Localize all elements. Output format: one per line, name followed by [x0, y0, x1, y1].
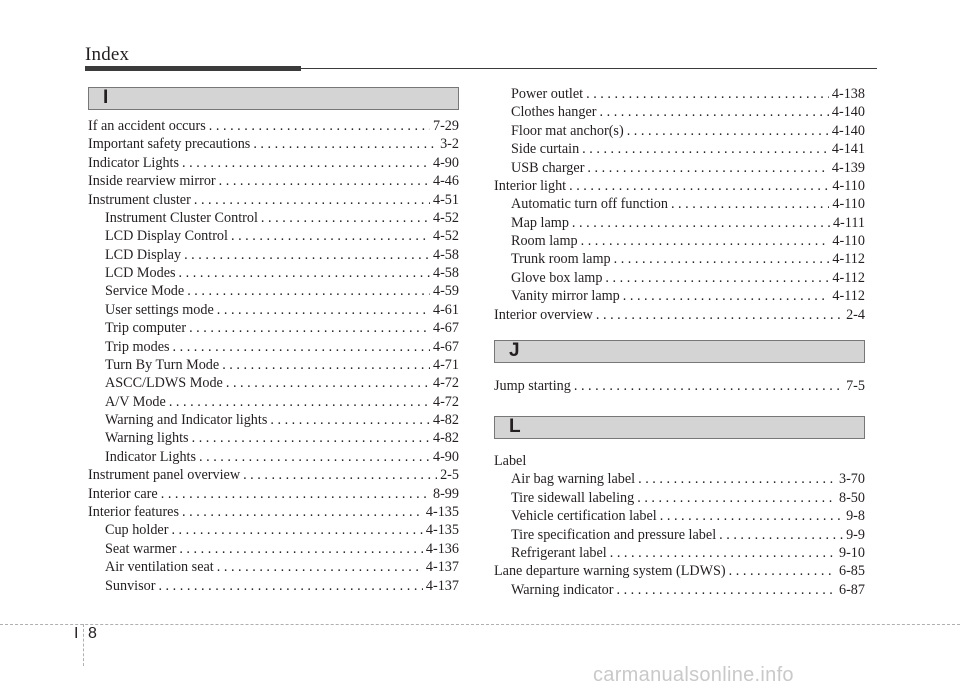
- index-entry: [511, 507, 865, 526]
- dot-leader: [181, 246, 430, 265]
- entry-term: Instrument panel overview: [88, 467, 241, 484]
- dot-leader: [189, 429, 430, 448]
- section-header-i: [88, 87, 459, 110]
- entry-term: If an accident occurs: [88, 118, 206, 134]
- dot-leader: [716, 526, 843, 545]
- watermark-text: carmanualsonline.info: [593, 664, 794, 686]
- entry-term: Automatic turn off function: [511, 196, 668, 213]
- index-entry: [105, 429, 459, 448]
- entry-page-ref: 4-111: [832, 214, 865, 231]
- entry-term: Warning and Indicator lights: [105, 412, 268, 429]
- entry-page-ref: 4-137: [425, 559, 459, 576]
- entry-term: Inside rearview mirror: [88, 173, 216, 190]
- entry-page-ref: 9-8: [846, 508, 865, 525]
- entry-page-ref: 6-85: [838, 563, 865, 580]
- entry-page-ref: 4-82: [432, 412, 459, 429]
- dot-leader: [657, 507, 843, 526]
- index-entry: [511, 195, 865, 214]
- entry-term: Air ventilation seat: [105, 559, 214, 576]
- dot-leader: [597, 103, 829, 122]
- entry-page-ref: 4-58: [432, 246, 459, 263]
- entry-page-ref: 4-61: [432, 301, 459, 318]
- entry-page-ref: 4-137: [425, 577, 459, 594]
- entry-term: Cup holder: [105, 522, 169, 539]
- entry-term: Trunk room lamp: [511, 251, 611, 268]
- index-entry: [88, 117, 459, 136]
- index-entry: [105, 374, 459, 393]
- entry-page-ref: 4-112: [832, 288, 865, 305]
- entry-page-ref: 3-70: [838, 471, 865, 488]
- index-entry: [511, 159, 865, 178]
- section-letter: J: [509, 340, 520, 361]
- dot-leader: [583, 85, 829, 104]
- dot-leader: [607, 544, 836, 563]
- entry-page-ref: 2-5: [440, 467, 459, 484]
- entry-term: USB charger: [511, 159, 585, 176]
- entry-page-ref: 4-138: [831, 86, 865, 102]
- index-entry: [105, 264, 459, 283]
- entry-page-ref: 4-58: [432, 265, 459, 282]
- index-entry: [511, 489, 865, 508]
- dot-leader: [250, 135, 437, 154]
- entry-term: Label: [494, 453, 527, 469]
- dot-leader: [620, 287, 830, 306]
- entry-page-ref: 4-136: [425, 540, 459, 557]
- section-letter: L: [509, 416, 521, 437]
- entry-page-ref: 4-140: [831, 104, 865, 121]
- entry-term: Interior overview: [494, 306, 593, 323]
- dot-leader: [179, 503, 423, 522]
- dot-leader: [571, 377, 843, 396]
- header-rule-thick: [85, 66, 301, 71]
- index-entry: [511, 140, 865, 159]
- dot-leader: [634, 489, 836, 508]
- entry-term: Room lamp: [511, 233, 578, 250]
- entry-page-ref: 4-72: [432, 375, 459, 392]
- dot-leader: [228, 227, 430, 246]
- dot-leader: [196, 448, 430, 467]
- dot-leader: [578, 232, 830, 251]
- entry-page-ref: 9-10: [838, 544, 865, 561]
- index-entry: [105, 393, 459, 412]
- entry-term: Map lamp: [511, 214, 569, 231]
- dot-leader: [214, 301, 430, 320]
- entry-page-ref: 4-141: [831, 141, 865, 158]
- entry-term: ASCC/LDWS Mode: [105, 375, 223, 392]
- index-entry: [494, 377, 865, 396]
- index-entry: [105, 282, 459, 301]
- entry-page-ref: 4-52: [432, 228, 459, 245]
- index-entry: [105, 227, 459, 246]
- entry-page-ref: 4-52: [432, 209, 459, 226]
- entry-page-ref: 2-4: [846, 306, 865, 323]
- index-entry: [511, 526, 865, 545]
- dot-leader: [191, 191, 430, 210]
- index-entry: [105, 356, 459, 375]
- entry-term: Interior light: [494, 177, 567, 194]
- index-entry: [105, 209, 459, 228]
- entry-page-ref: 4-139: [831, 159, 865, 176]
- dot-leader: [155, 577, 422, 596]
- index-entry: [511, 103, 865, 122]
- entry-term: Air bag warning label: [511, 471, 636, 488]
- footer-rule: [0, 624, 960, 625]
- entry-page-ref: 4-59: [432, 283, 459, 300]
- entry-term: Interior care: [88, 485, 158, 502]
- entry-page-ref: 4-82: [432, 430, 459, 447]
- entry-page-ref: 6-87: [838, 581, 865, 598]
- entry-page-ref: 4-110: [832, 196, 865, 213]
- index-entry: [105, 577, 459, 596]
- entry-term: Clothes hanger: [511, 104, 597, 121]
- dot-leader: [184, 282, 430, 301]
- index-entry: [105, 319, 459, 338]
- index-entry: [511, 581, 865, 600]
- entry-term: LCD Modes: [105, 265, 176, 282]
- header-rule-thin: [301, 68, 877, 69]
- dot-leader: [602, 269, 829, 288]
- index-entry: [105, 521, 459, 540]
- entry-term: LCD Display Control: [105, 228, 228, 245]
- dot-leader: [158, 485, 430, 504]
- index-entry: [105, 448, 459, 467]
- entry-term: Turn By Turn Mode: [105, 356, 220, 373]
- entry-term: User settings mode: [105, 301, 214, 318]
- footer-page-number: 8: [88, 625, 97, 642]
- entry-term: Glove box lamp: [511, 269, 603, 286]
- entry-page-ref: 7-5: [846, 378, 865, 394]
- dot-leader: [579, 140, 829, 159]
- dot-leader: [206, 117, 430, 136]
- index-entry: [494, 177, 865, 196]
- entry-page-ref: 4-46: [432, 173, 459, 190]
- index-entry: [511, 122, 865, 141]
- dot-leader: [170, 338, 430, 357]
- entry-term: Sunvisor: [105, 577, 156, 594]
- entry-term: Tire specification and pressure label: [511, 526, 717, 543]
- dot-leader: [176, 264, 430, 283]
- entry-page-ref: 4-51: [432, 191, 459, 208]
- entry-page-ref: 8-50: [838, 489, 865, 506]
- dot-leader: [624, 122, 829, 141]
- entry-page-ref: 7-29: [432, 118, 459, 134]
- dot-leader: [613, 581, 836, 600]
- entry-term: Power outlet: [511, 86, 584, 102]
- entry-term: LCD Display: [105, 246, 182, 263]
- section-header-j: [494, 340, 865, 363]
- entry-page-ref: 4-135: [425, 503, 459, 520]
- dot-leader: [216, 172, 430, 191]
- dot-leader: [635, 470, 836, 489]
- entry-page-ref: 9-9: [846, 526, 865, 543]
- entry-term: Warning lights: [105, 430, 189, 447]
- entry-term: Trip modes: [105, 338, 170, 355]
- index-entry: [511, 269, 865, 288]
- dot-leader: [240, 466, 437, 485]
- footer-section-letter: I: [74, 625, 79, 642]
- dot-leader: [176, 540, 423, 559]
- dot-leader: [223, 374, 430, 393]
- entry-page-ref: 4-71: [432, 356, 459, 373]
- entry-term: Important safety precautions: [88, 136, 251, 153]
- index-entry: [105, 411, 459, 430]
- header-rule: [85, 66, 877, 70]
- index-entry: [88, 503, 459, 522]
- entry-term: Interior features: [88, 503, 179, 520]
- entry-term: Vanity mirror lamp: [511, 288, 620, 305]
- dot-leader: [267, 411, 430, 430]
- index-entry: [494, 452, 865, 471]
- index-entry: [511, 470, 865, 489]
- entry-page-ref: 4-110: [832, 177, 865, 194]
- dot-leader: [258, 209, 430, 228]
- index-entry: [88, 485, 459, 504]
- dot-leader: [584, 159, 828, 178]
- entry-term: Instrument Cluster Control: [105, 209, 258, 226]
- dot-leader: [214, 558, 423, 577]
- entry-term: Side curtain: [511, 141, 580, 158]
- dot-leader: [726, 562, 836, 581]
- index-entry: [88, 191, 459, 210]
- index-entry: [105, 246, 459, 265]
- index-entry: [511, 85, 865, 104]
- entry-term: Indicator Lights: [88, 154, 180, 171]
- dot-leader: [566, 177, 829, 196]
- entry-page-ref: 8-99: [432, 485, 459, 502]
- entry-term: Instrument cluster: [88, 191, 191, 208]
- entry-page-ref: 4-90: [432, 154, 459, 171]
- dot-leader: [168, 521, 422, 540]
- dot-leader: [179, 154, 430, 173]
- entry-term: Warning indicator: [511, 581, 614, 598]
- footer-divider: [83, 624, 84, 666]
- entry-term: Indicator Lights: [105, 448, 197, 465]
- dot-leader: [593, 306, 843, 325]
- index-entry: [511, 232, 865, 251]
- entry-term: Refrigerant label: [511, 544, 607, 561]
- index-entry: [88, 466, 459, 485]
- dot-leader: [219, 356, 430, 375]
- section-header-l: [494, 416, 865, 439]
- entry-page-ref: 4-90: [432, 448, 459, 465]
- dot-leader: [668, 195, 829, 214]
- index-entry: [88, 154, 459, 173]
- dot-leader: [166, 393, 430, 412]
- dot-leader: [569, 214, 830, 233]
- entry-page-ref: 4-67: [432, 338, 459, 355]
- entry-term: Tire sidewall labeling: [511, 489, 635, 506]
- entry-page-ref: 4-112: [832, 269, 865, 286]
- entry-term: Trip computer: [105, 320, 187, 337]
- index-entry: [105, 558, 459, 577]
- entry-term: Seat warmer: [105, 540, 177, 557]
- index-entry: [494, 562, 865, 581]
- entry-term: Service Mode: [105, 283, 185, 300]
- page-title: Index: [85, 44, 130, 65]
- entry-page-ref: 4-140: [831, 122, 865, 139]
- index-entry: [105, 301, 459, 320]
- entry-page-ref: 3-2: [440, 136, 459, 153]
- index-entry: [105, 540, 459, 559]
- index-entry: [511, 287, 865, 306]
- section-letter: I: [103, 87, 109, 108]
- index-entry: [511, 250, 865, 269]
- index-entry: [511, 214, 865, 233]
- entry-term: A/V Mode: [105, 393, 166, 410]
- entry-page-ref: 4-112: [832, 251, 865, 268]
- entry-term: Lane departure warning system (LDWS): [494, 563, 726, 580]
- entry-term: Jump starting: [494, 378, 571, 394]
- entry-page-ref: 4-135: [425, 522, 459, 539]
- entry-term: Vehicle certification label: [511, 508, 657, 525]
- index-entry: [88, 172, 459, 191]
- entry-page-ref: 4-67: [432, 320, 459, 337]
- index-entry: [88, 135, 459, 154]
- index-entry: [105, 338, 459, 357]
- entry-term: Floor mat anchor(s): [511, 122, 624, 139]
- entry-page-ref: 4-72: [432, 393, 459, 410]
- dot-leader: [186, 319, 430, 338]
- dot-leader: [611, 250, 830, 269]
- entry-page-ref: 4-110: [832, 233, 865, 250]
- index-entry: [511, 544, 865, 563]
- index-entry: [494, 306, 865, 325]
